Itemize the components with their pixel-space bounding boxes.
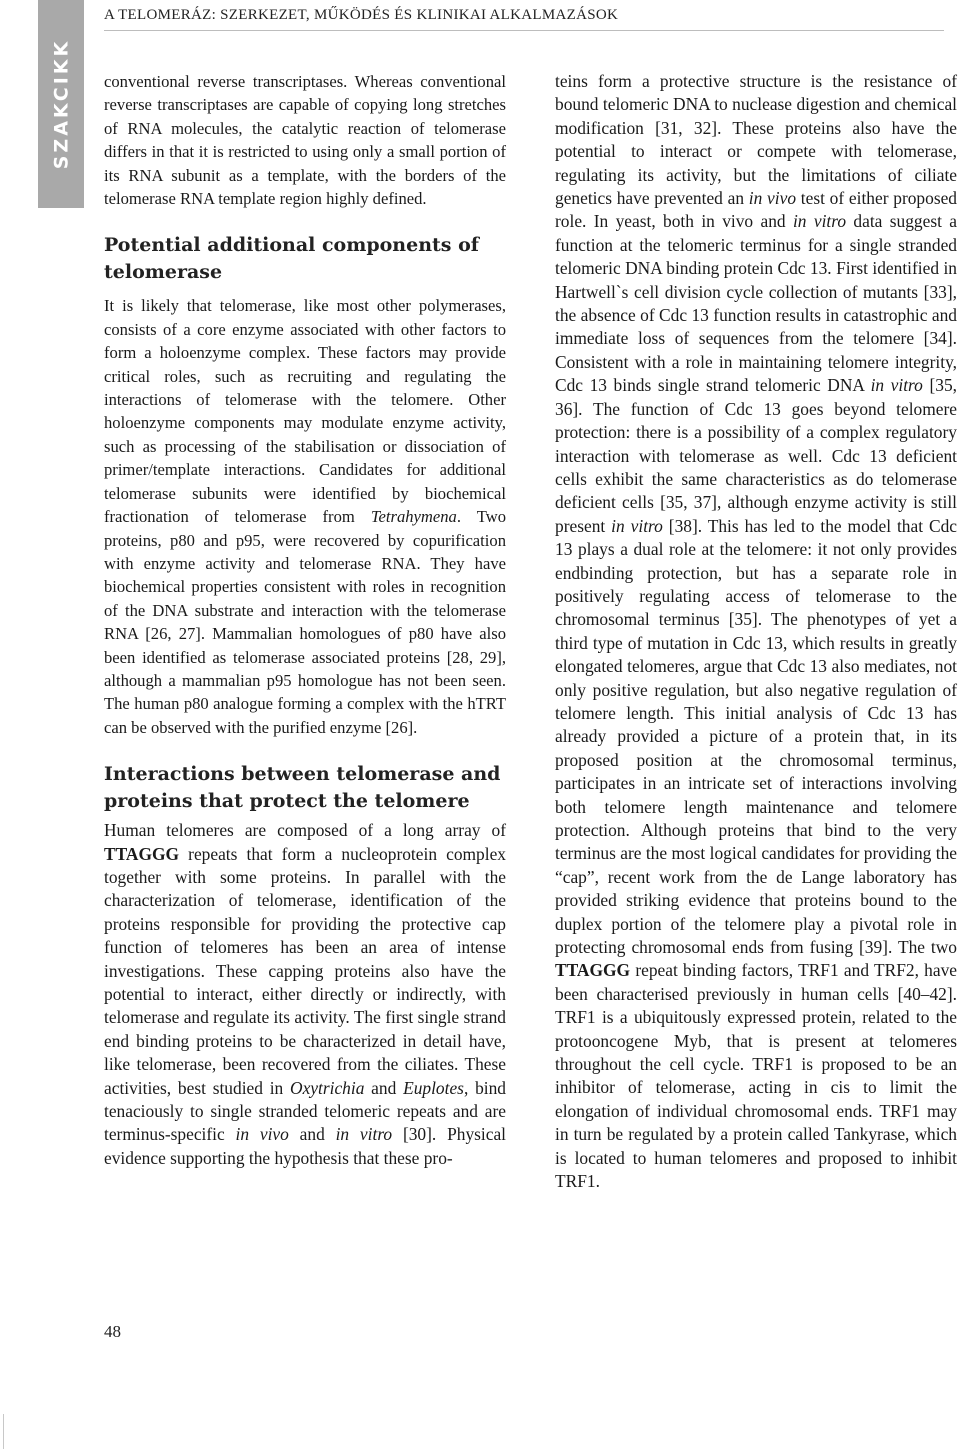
intro-paragraph: conventional reverse transcriptases. Whereas conventional reverse transcriptases are capable of copying long stretches of RNA molecules, the catalytic reaction of telomerase differs in that it is restricted to using only a small portion of its RNA subunit as a template, with the borders of the telomerase RNA template region highly defined. bbox=[104, 72, 506, 209]
section-tab bbox=[38, 0, 84, 208]
margin-mark bbox=[3, 1414, 4, 1449]
running-header: A TELOMERÁZ: SZERKEZET, MŰKÖDÉS ÉS KLINIKAI ALKALMAZÁSOK bbox=[104, 7, 619, 23]
additional-components-paragraph: It is likely that telomerase, like most other polymerases, consists of a core enzyme associated with other factors to form a holoenzyme complex. These factors may provide critical roles, such as recruiting and regulating the interactions of telomerase with the telomere. Other holoenzyme components may modulate enzyme activity, such as processing of the stabilisation or dissociation of primer/template interactions. Candidates for additional telomerase subunits were identified by biochemical fractionation of telomerase from Tetrahymena. Two proteins, p80 and p95, were recovered by copurification with enzyme activity and telomerase RNA. They have biochemical properties consistent with roles in recognition of the DNA substrate and interaction with the telomerase RNA [26, 27]. Mammalian homologues of p80 have also been identified as telomerase associated proteins [28, 29], although a mammalian p95 homologue has not been seen. The human p80 analogue forming a complex with the hTRT can be observed with the purified enzyme [26]. bbox=[104, 296, 506, 737]
section-heading-interactions: Interactions between telomerase and proteins that protect the telomere bbox=[104, 763, 501, 813]
header-divider bbox=[104, 30, 944, 31]
page-number: 48 bbox=[104, 1322, 121, 1341]
right-column bbox=[555, 70, 957, 1194]
left-column bbox=[104, 70, 506, 1170]
right-column-paragraph: teins form a protective structure is the resistance of bound telomeric DNA to nuclease digestion and chemical modification [31, 32]. These proteins also have the potential to interact or compete with telomerase, regulating its activity, but the limitations of ciliate genetics have prevented an in vivo test of either proposed role. In yeast, both in vivo and in vitro data suggest a function at the telomeric terminus for a single stranded telomeric DNA binding protein Cdc 13. First identified in Hartwell`s cell division cycle collection of mutants [33], the absence of Cdc 13 function results in catastrophic and immediate loss of sequences from the telomere [34]. Consistent with a role in maintaining telomere integrity, Cdc 13 binds single strand telomeric DNA in vitro [35, 36]. The function of Cdc 13 goes beyond telomere protection: there is a possibility of a complex regulatory interaction with telomerase as well. Cdc 13 deficient cells exhibit the same characteristics as do telomerase deficient cells [35, 37], although enzyme activity is still present in vitro [38]. This has led to the model that Cdc 13 plays a dual role at the telomere: it not only provides endbinding protection, but has a separate role in positively regulating access of telomerase to the chromosomal terminus [35]. The phenotypes of yet a third type of mutation in Cdc 13, which results in greatly elongated telomeres, argue that Cdc 13 also mediates, not only positive regulation, but also negative regulation of telomere length. This initial analysis of Cdc 13 has already provided a picture of a protein that, in its proposed position at the chromosomal terminus, participates in an intricate set of interactions involving both telomere length maintenance and telomere protection. Although proteins that bind to the very terminus are the most logical candidates for providing the “cap”, recent work from the de Lange laboratory has provided striking evidence that proteins bound to the duplex portion of the telomere play a pivotal role in protecting chromosomal ends from fusing [39]. The two TTAGGG repeat binding factors, TRF1 and TRF2, have been characterised previously in human cells [40–42]. TRF1 is a ubiquitously expressed protein, related to the protooncogene Myb, that is present at telomeres throughout the cell cycle. TRF1 is proposed to be an inhibitor of telomerase, acting in cis to limit the elongation of individual chromosomal ends. TRF1 may in turn be regulated by a protein called Tankyrase, which is located to human telomeres and proposed to inhibit TRF1. bbox=[555, 71, 958, 1192]
section-tab-label: SZAKCIKK bbox=[50, 38, 72, 170]
interactions-paragraph: Human telomeres are composed of a long array of TTAGGG repeats that form a nucleoprotein complex together with some proteins. In parallel with the characterization of telomerase, identification of the proteins responsible for providing the protective cap function of telomeres has been an area of intense investigations. These capping proteins also have the potential to interact, either directly or indirectly, with telomerase and regulate its activity. The first single strand end binding proteins to be characterized in detail have, like telomerase, been recovered from the ciliates. These activities, best studied in Oxytrichia and Euplotes, bind tenaciously to single stranded telomeric repeats and are terminus-specific in vivo and in vitro [30]. Physical evidence supporting the hypothesis that these pro- bbox=[104, 820, 507, 1168]
section-heading-additional-components: Potential additional components of telomerase bbox=[104, 234, 479, 284]
